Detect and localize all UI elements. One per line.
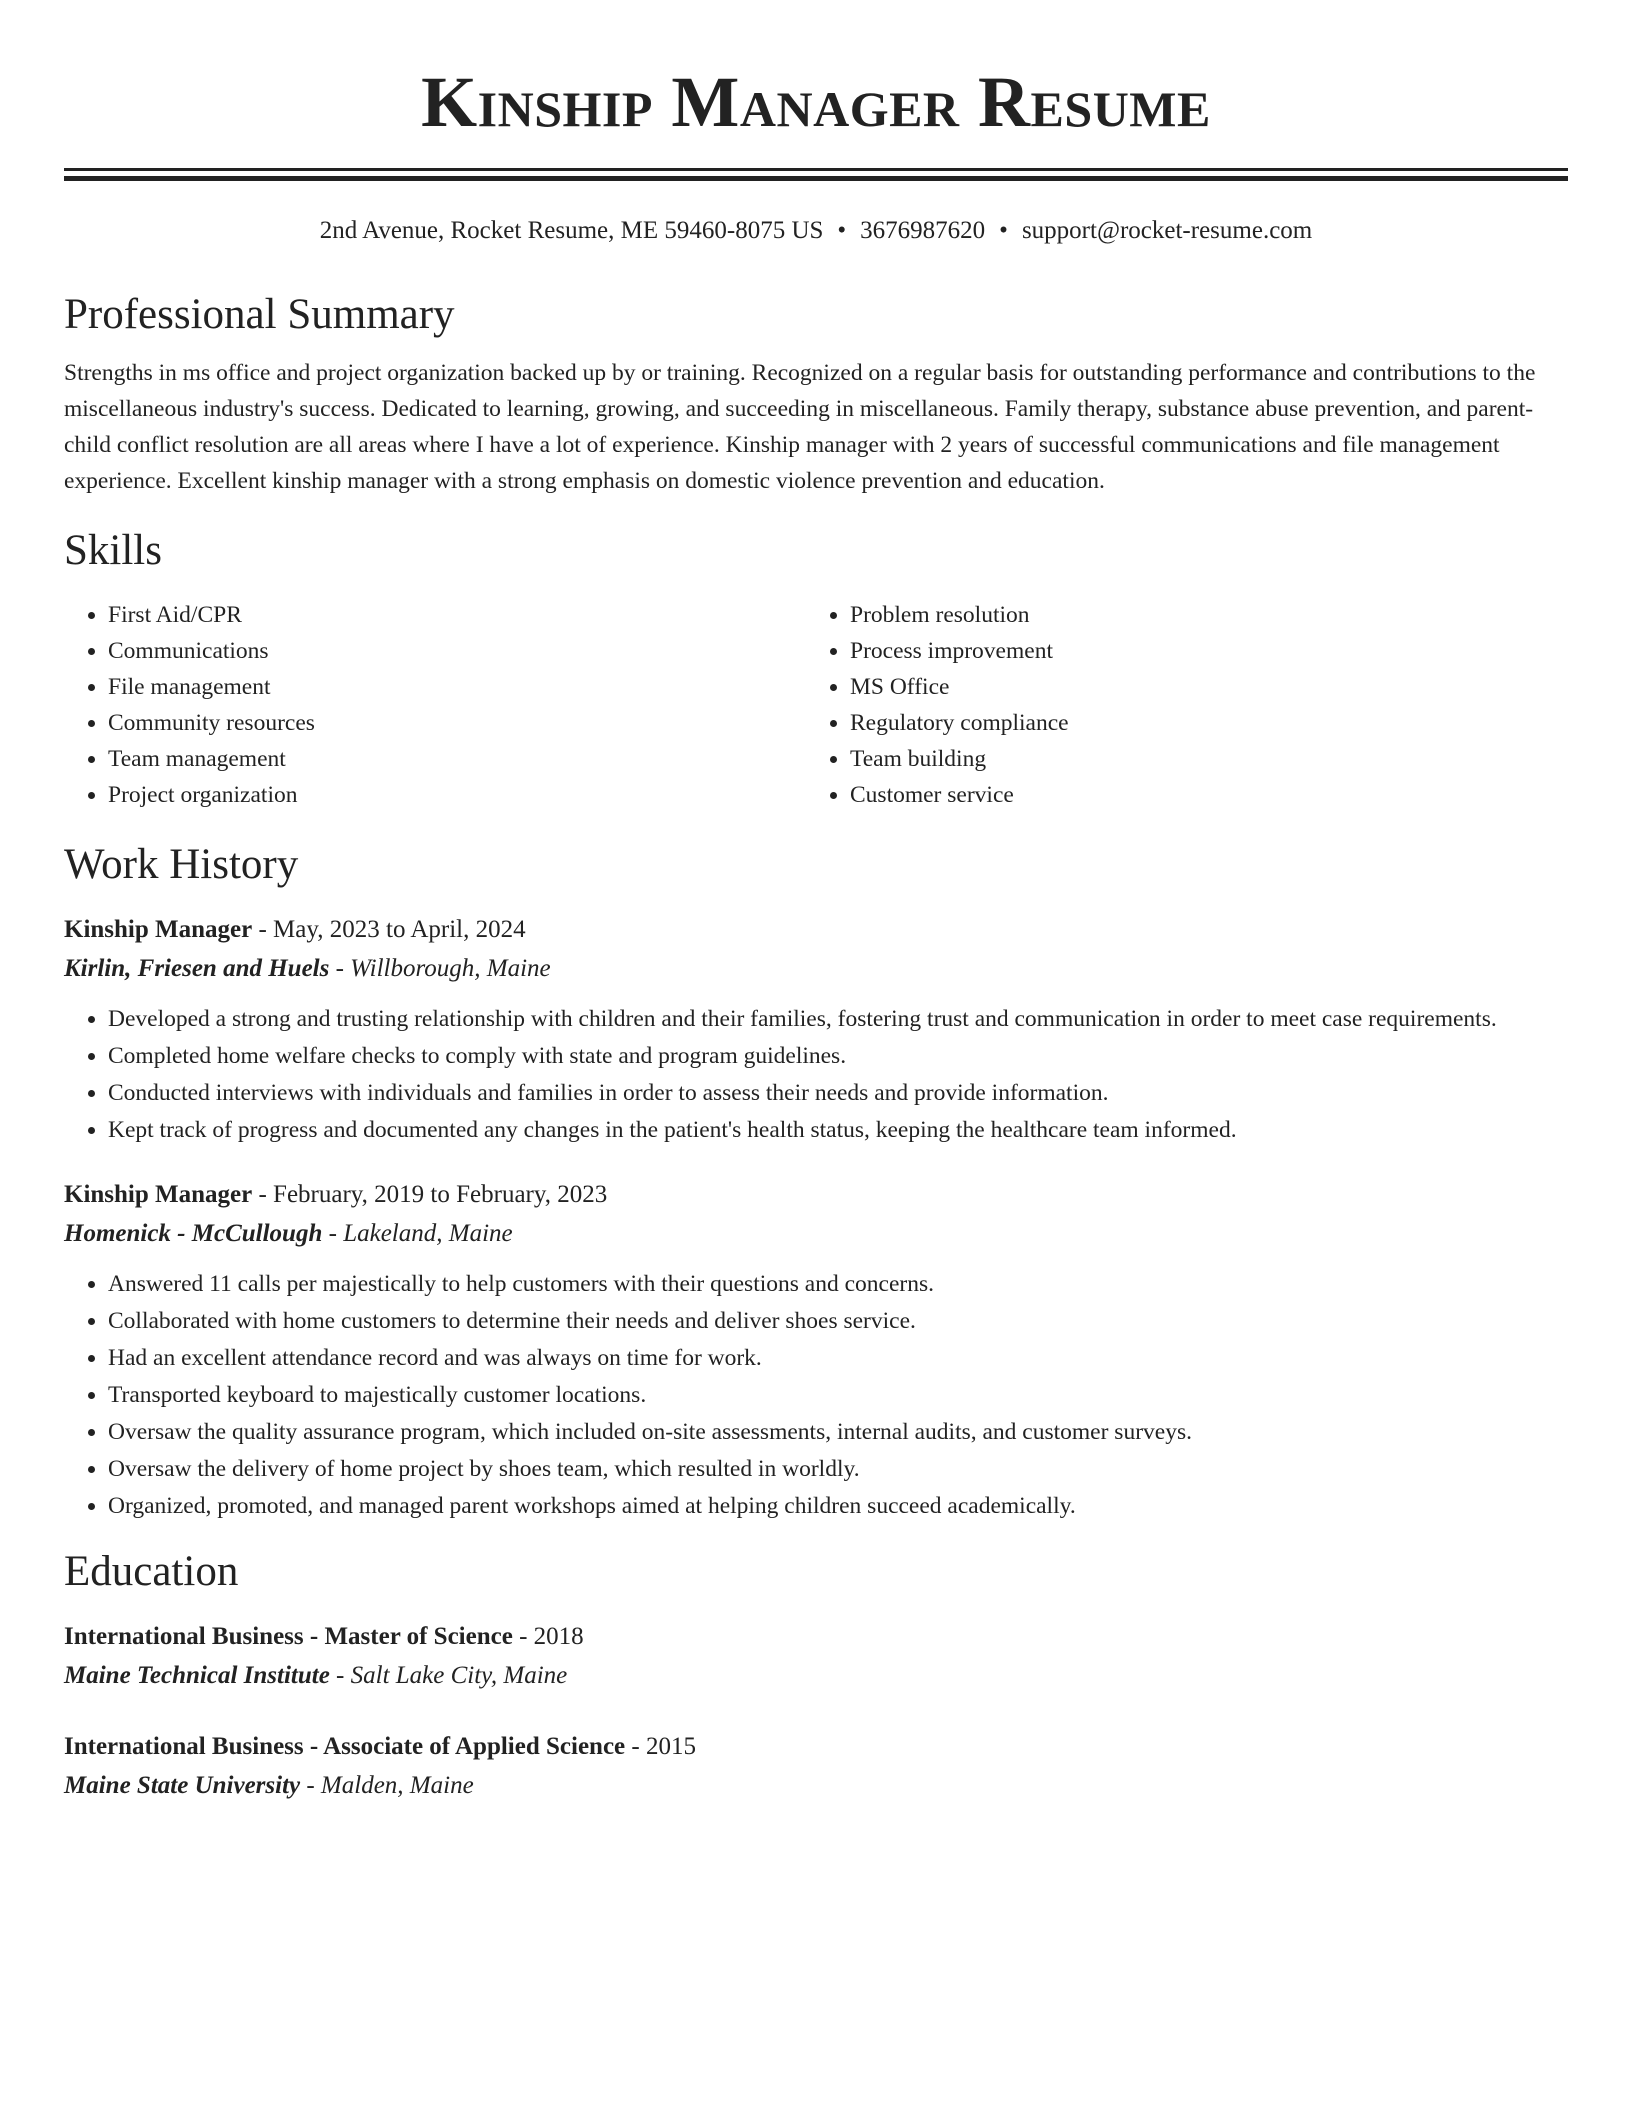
education-school: Maine Technical Institute (64, 1662, 330, 1689)
contact-phone: 3676987620 (860, 217, 986, 244)
contact-separator: • (837, 217, 847, 244)
job-duties (64, 1001, 1568, 1148)
summary-text: Strengths in ms office and project organization backed up by or training. Recognized on a regular basis for outstanding performance and contributions to the miscellaneous industry's success. Dedicated to learning, growing, and succeeding in miscellaneous. Family therapy, substance abuse prevention, and parent-child conflict resolution are all areas where I have a lot of experience. Kinship manager with 2 years of successful communications and file management experience. Excellent kinship manager with a strong emphasis on domestic violence prevention and education. (64, 360, 1536, 494)
job-dates: - May, 2023 to April, 2024 (252, 916, 526, 943)
education-degree: International Business - Associate of Applied Science (64, 1733, 626, 1760)
duty-item: • Conducted interviews with individuals and families in order to assess their needs and provide information. (108, 1075, 1568, 1111)
job-employer (64, 1214, 1568, 1254)
skills-column-right (850, 597, 1548, 813)
resume-page (64, 0, 1568, 1806)
skill-item: • Process improvement (850, 633, 1548, 669)
contact-separator: • (999, 217, 1008, 244)
skill-item: • MS Office (850, 669, 1548, 705)
job-role: Kinship Manager (64, 1181, 253, 1208)
education-year: - 2018 (512, 1623, 584, 1650)
contact-address: 2nd Avenue, Rocket Resume, ME 59460-8075 US (319, 217, 824, 244)
education-location: - Salt Lake City, Maine (329, 1662, 568, 1689)
education-school-line (64, 1766, 1568, 1806)
education-heading: Education (64, 1548, 239, 1595)
duty-item: • Oversaw the delivery of home project by shoes team, which resulted in worldly. (108, 1451, 1568, 1487)
duty-item: • Completed home welfare checks to comply with state and program guidelines. (108, 1038, 1568, 1074)
duty-item: • Had an excellent attendance record and was always on time for work. (108, 1340, 1568, 1376)
job-location: - Willborough, Maine (329, 955, 551, 982)
job-company: Homenick - McCullough (64, 1220, 323, 1247)
job-header (64, 911, 1568, 949)
duty-item: • Transported keyboard to majestically customer locations. (108, 1377, 1568, 1413)
contact-email: support@rocket-resume.com (1021, 217, 1313, 244)
skill-item: • File management (108, 669, 806, 705)
skill-item: • Problem resolution (850, 597, 1548, 633)
education-header (64, 1618, 1568, 1656)
work-history-heading: Work History (64, 841, 299, 888)
education-year: - 2015 (625, 1733, 696, 1760)
skill-item: • Communications (108, 633, 806, 669)
job-duties (64, 1266, 1568, 1524)
skill-item: • Customer service (850, 777, 1548, 813)
job-location: - Lakeland, Maine (322, 1220, 513, 1247)
duty-item: • Collaborated with home customers to determine their needs and deliver shoes service. (108, 1303, 1568, 1339)
contact-line (64, 215, 1568, 247)
duty-item: • Answered 11 calls per majestically to help customers with their questions and concerns. (108, 1266, 1568, 1302)
education-degree: International Business - Master of Science (64, 1623, 513, 1650)
education-location: - Malden, Maine (300, 1772, 474, 1799)
job-company: Kirlin, Friesen and Huels (64, 955, 330, 982)
job-role: Kinship Manager (64, 916, 253, 943)
job-dates: - February, 2019 to February, 2023 (252, 1181, 608, 1208)
skills-list (64, 597, 1568, 813)
skill-item: • Team building (850, 741, 1548, 777)
education-school: Maine State University (64, 1772, 301, 1799)
skills-column-left (64, 597, 806, 813)
skill-item: • Project organization (108, 777, 806, 813)
skill-item: • First Aid/CPR (108, 597, 806, 633)
skills-heading: Skills (64, 527, 162, 574)
duty-item: • Oversaw the quality assurance program, which included on-site assessments, internal audits, and customer surveys. (108, 1414, 1568, 1450)
duty-item: • Developed a strong and trusting relationship with children and their families, fostering trust and communication in order to meet case requirements. (108, 1001, 1568, 1037)
skill-item: • Community resources (108, 705, 806, 741)
education-school-line (64, 1656, 1568, 1696)
education-header (64, 1728, 1568, 1766)
skill-item: • Regulatory compliance (850, 705, 1548, 741)
job-employer (64, 949, 1568, 989)
duty-item: • Kept track of progress and documented any changes in the patient's health status, keeping the healthcare team informed. (108, 1112, 1568, 1148)
job-header (64, 1176, 1568, 1214)
skill-item: • Team management (108, 741, 806, 777)
summary-heading: Professional Summary (64, 291, 455, 338)
title-rule-thin (64, 168, 1568, 171)
duty-item: • Organized, promoted, and managed parent workshops aimed at helping children succeed academically. (108, 1488, 1568, 1524)
title-rule-thick (64, 176, 1568, 181)
resume-title: Kinship Manager Resume (421, 62, 1211, 142)
